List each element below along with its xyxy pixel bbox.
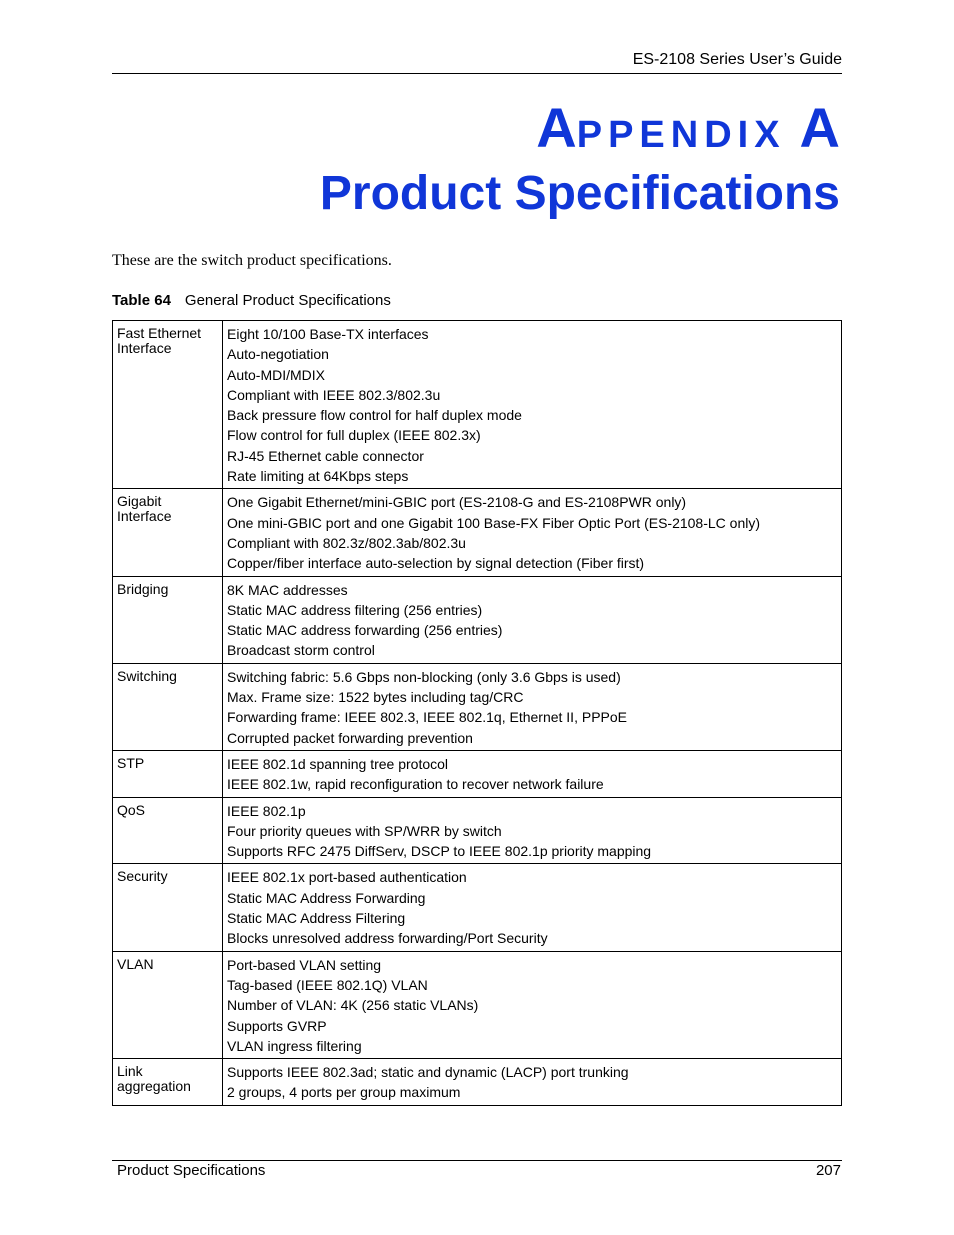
spec-item: Corrupted packet forwarding prevention: [227, 729, 473, 746]
footer-section: Product Specifications: [117, 1162, 266, 1179]
spec-item: Static MAC address forwarding (256 entries): [227, 622, 503, 639]
table-row: [113, 663, 842, 750]
spec-category: Fast Ethernet Interface: [113, 321, 223, 489]
spec-item: Eight 10/100 Base-TX interfaces: [227, 326, 429, 342]
spec-item: Static MAC Address Filtering: [227, 910, 406, 927]
footer-page-number: 207: [815, 1162, 841, 1179]
spec-category: Bridging: [113, 576, 223, 663]
spec-item: IEEE 802.1d spanning tree protocol: [227, 755, 449, 772]
table-row: [113, 750, 842, 797]
table-caption-number: Table 64: [112, 292, 171, 309]
spec-item: One Gigabit Ethernet/mini-GBIC port (ES-2108-G and ES-2108PWR only): [227, 494, 687, 511]
spec-item: 2 groups, 4 ports per group maximum: [227, 1084, 461, 1101]
spec-values: [223, 489, 842, 576]
appendix-letter: A: [799, 96, 840, 159]
header-rule: [112, 73, 842, 74]
table-row: [113, 1059, 842, 1106]
spec-item: Switching fabric: 5.6 Gbps non-blocking (only 3.6 Gbps is used): [227, 668, 621, 685]
spec-category: STP: [113, 750, 223, 797]
spec-values: [223, 951, 842, 1058]
table-row: [113, 489, 842, 576]
appendix-heading: [536, 96, 840, 159]
spec-item: IEEE 802.1p: [227, 802, 306, 819]
spec-category: VLAN: [113, 951, 223, 1058]
spec-item: VLAN ingress filtering: [227, 1037, 362, 1054]
table-row: [113, 797, 842, 864]
spec-category: Gigabit Interface: [113, 489, 223, 576]
spec-values: [223, 321, 842, 489]
spec-item: Static MAC Address Forwarding: [227, 889, 426, 906]
spec-item: Four priority queues with SP/WRR by switch: [227, 822, 502, 839]
spec-item: Back pressure flow control for half duplex mode: [227, 407, 522, 424]
table-row: [113, 951, 842, 1058]
spec-item: Auto-MDI/MDIX: [227, 366, 326, 383]
chapter-title: Product Specifications: [319, 167, 840, 220]
spec-item: Rate limiting at 64Kbps steps: [227, 468, 409, 485]
spec-item: Copper/fiber interface auto-selection by signal detection (Fiber first): [227, 555, 645, 572]
spec-item: One mini-GBIC port and one Gigabit 100 Base-FX Fiber Optic Port (ES-2108-LC only): [227, 514, 761, 531]
spec-item: Broadcast storm control: [227, 642, 375, 659]
table-row: [113, 864, 842, 951]
spec-item: Blocks unresolved address forwarding/Port Security: [227, 930, 548, 947]
appendix-smallcaps: PPENDIX: [576, 114, 786, 156]
spec-item: Tag-based (IEEE 802.1Q) VLAN: [227, 976, 428, 993]
footer-rule: [112, 1160, 842, 1161]
spec-item: Compliant with 802.3z/802.3ab/802.3u: [227, 534, 466, 551]
spec-item: Number of VLAN: 4K (256 static VLANs): [227, 997, 479, 1014]
spec-item: RJ-45 Ethernet cable connector: [227, 447, 424, 464]
spec-values: [223, 797, 842, 864]
running-header-title: ES-2108 Series User’s Guide: [632, 51, 842, 68]
spec-item: Supports GVRP: [227, 1017, 327, 1034]
spec-item: Compliant with IEEE 802.3/802.3u: [227, 386, 441, 403]
table-row: [113, 576, 842, 663]
spec-item: Flow control for full duplex (IEEE 802.3x): [227, 427, 481, 444]
spec-values: [223, 1059, 842, 1106]
spec-values: [223, 663, 842, 750]
spec-item: 8K MAC addresses: [227, 581, 348, 598]
intro-paragraph: These are the switch product specifications.: [112, 252, 392, 269]
spec-item: Forwarding frame: IEEE 802.3, IEEE 802.1q, Ethernet II, PPPoE: [227, 709, 627, 726]
spec-item: Max. Frame size: 1522 bytes including tag/CRC: [227, 689, 524, 706]
spec-category: Link aggregation: [113, 1059, 223, 1106]
appendix-initial: A: [536, 96, 577, 159]
table-row: [113, 321, 842, 489]
spec-item: IEEE 802.1w, rapid reconfiguration to recover network failure: [227, 776, 604, 793]
spec-item: Static MAC address filtering (256 entries): [227, 601, 483, 618]
spec-item: Auto-negotiation: [227, 346, 329, 363]
spec-category: Switching: [113, 663, 223, 750]
spec-values: [223, 864, 842, 951]
table-caption: [112, 292, 391, 309]
table-caption-text: General Product Specifications: [184, 292, 391, 309]
spec-values: [223, 750, 842, 797]
spec-category: Security: [113, 864, 223, 951]
spec-category: QoS: [113, 797, 223, 864]
spec-values: [223, 576, 842, 663]
spec-item: Port-based VLAN setting: [227, 956, 382, 973]
spec-item: IEEE 802.1x port-based authentication: [227, 869, 467, 886]
spec-item: Supports IEEE 802.3ad; static and dynamic (LACP) port trunking: [227, 1064, 629, 1081]
spec-item: Supports RFC 2475 DiffServ, DSCP to IEEE 802.1p priority mapping: [227, 843, 652, 860]
spec-table: [112, 320, 842, 1106]
